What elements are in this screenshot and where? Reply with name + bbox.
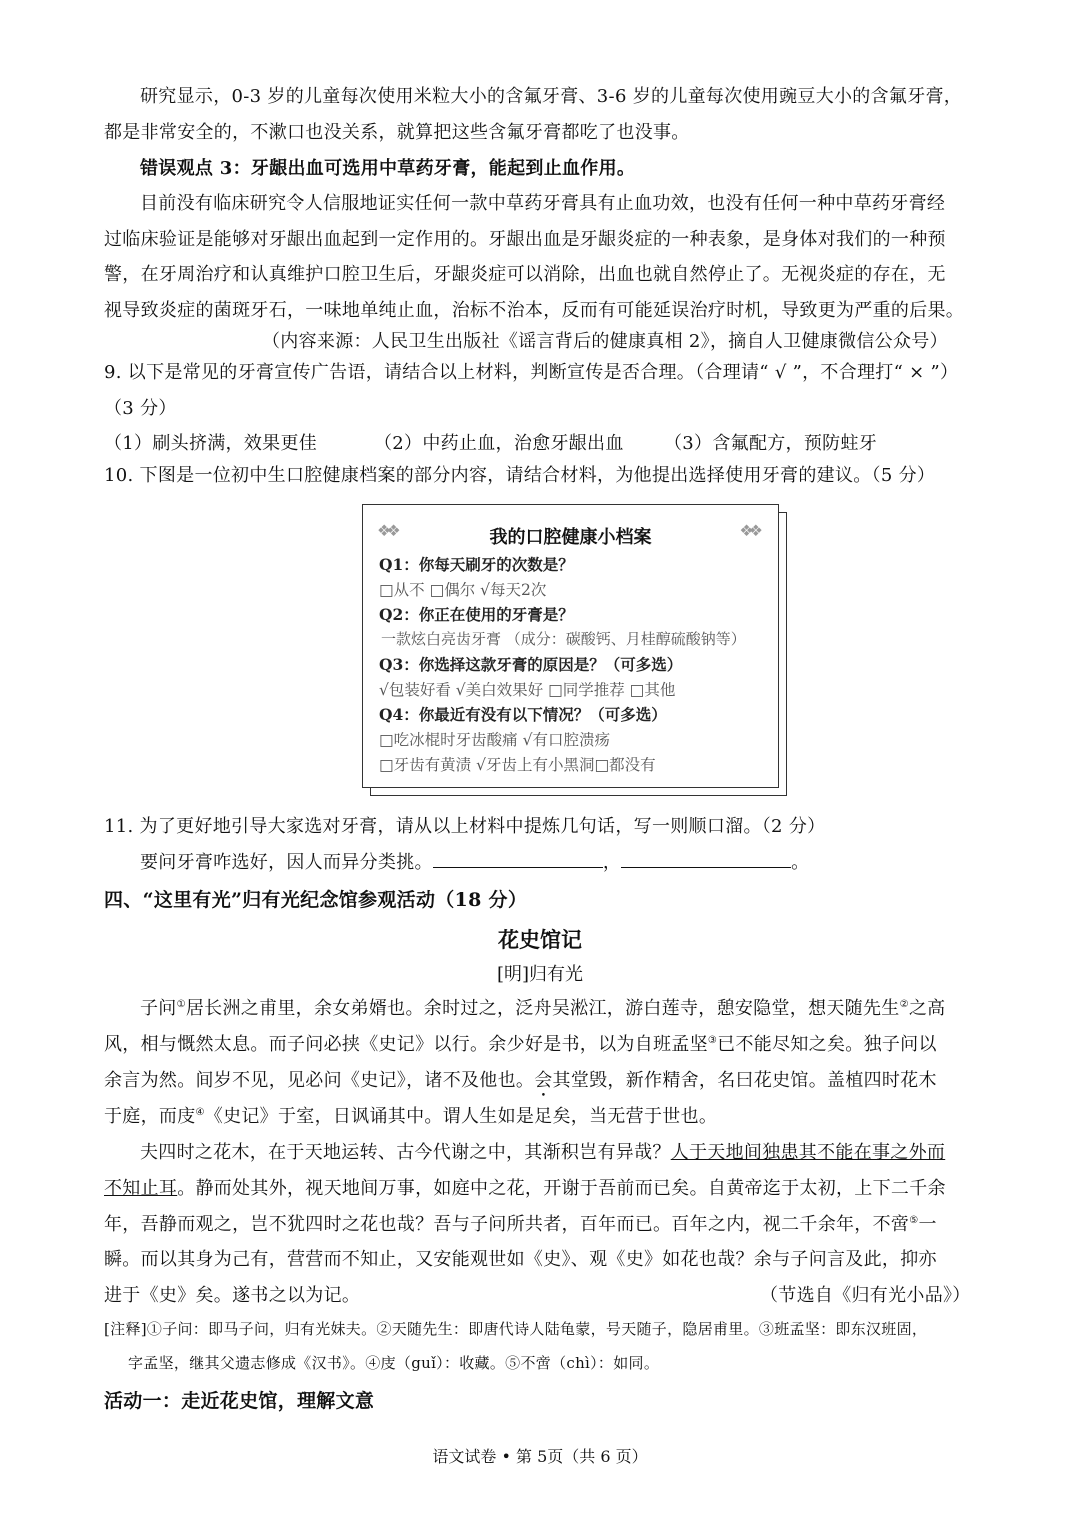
poem-title: 花史馆记 xyxy=(498,927,582,952)
oral-health-record-card xyxy=(362,504,779,788)
classical-text-line: 夫四时之花木，在于天地运转、古今代谢之中，其渐积岂有异哉？人于天地间独患其不能在事之外而 xyxy=(140,1142,946,1163)
card-question: Q3：你选择这款牙膏的原因是？（可多选） xyxy=(379,655,683,674)
poem-author: [明]归有光 xyxy=(496,964,584,985)
card-question: Q1：你每天刷牙的次数是？ xyxy=(379,555,574,574)
classical-text-line: 进于《史》矣。遂书之以为记。 xyxy=(104,1285,361,1306)
classical-text-line: 子问①居长洲之甫里，余女弟婿也。余时过之，泛舟吴淞江，游白莲寺，憩安隐堂，想天随先生②之高 xyxy=(140,998,946,1019)
q9-option-2: （2）中药止血，治愈牙龈出血 xyxy=(374,433,624,454)
card-answer: □牙齿有黄渍 √牙齿上有小黑洞□都没有 xyxy=(379,756,656,774)
paragraph-line: 警，在牙周治疗和认真维护口腔卫生后，牙龈炎症可以消除，出血也就自然停止了。无视炎症的存在，无 xyxy=(104,264,946,285)
question-11: 11. 为了更好地引导大家选对牙膏，请从以上材料中提炼几句话，写一则顺口溜。（2 分） xyxy=(104,816,826,837)
card-answer: 一款炫白亮齿牙膏 （成分：碳酸钙、月桂醇硫酸钠等） xyxy=(381,630,746,648)
classical-text-line: 年，吾静而观之，岂不犹四时之花也哉？吾与子问所共者，百年而已。百年之内，视二千余年，不啻⑤一 xyxy=(104,1214,937,1235)
classical-text-line: 瞬。而以其身为己有，营营而不知止，又安能观世如《史》、观《史》如花也哉？余与子问言及此，抑亦 xyxy=(104,1249,937,1270)
activity-heading: 活动一：走近花史馆，理解文意 xyxy=(104,1390,375,1412)
ornament-icon: ❖❖ xyxy=(739,521,758,540)
card-answer: □从不 □偶尔 √每天2次 xyxy=(379,581,547,599)
section-heading: 四、“这里有光”归有光纪念馆参观活动（18 分） xyxy=(104,889,528,911)
question-9-score: （3 分） xyxy=(104,398,177,419)
question-11-answer-line: 要问牙膏咋选好，因人而异分类挑。 ， 。 xyxy=(140,852,810,873)
answer-blank-2[interactable] xyxy=(621,853,791,868)
footnote-marker: ⑤ xyxy=(909,1215,919,1226)
classical-text-line: 不知止耳。静而处其外，视天地间万事，如庭中之花，开谢于吾前而已矣。自黄帝迄于太初，上下二千余 xyxy=(104,1178,946,1199)
q9-option-1: （1）刷头挤满，效果更佳 xyxy=(104,433,318,454)
classical-text-line: 于庭，而庋④《史记》于室，日讽诵其中。谓人生如是足矣，当无营于世也。 xyxy=(104,1106,718,1127)
annotation-line: [注释]①子问：即马子问，归有光妹夫。②天随先生：即唐代诗人陆龟蒙，号天随子，隐居甫里。③班孟坚：即东汉班固， xyxy=(104,1320,928,1338)
annotation-line: 字孟坚，继其父遗志修成《汉书》。④庋（guǐ）：收藏。⑤不啻（chì）：如同。 xyxy=(128,1354,660,1372)
card-title: 我的口腔健康小档案 xyxy=(489,527,652,548)
paragraph-line: 都是非常安全的，不漱口也没关系，就算把这些含氟牙膏都吃了也没事。 xyxy=(104,122,690,143)
emphasized-char: 会 xyxy=(534,1070,553,1091)
classical-text-line: 风，相与慨然太息。而子问必挟《史记》以行。余少好是书，以为自班孟坚③已不能尽知之矣。独子问以 xyxy=(104,1034,937,1055)
question-10: 10. 下图是一位初中生口腔健康档案的部分内容，请结合材料，为他提出选择使用牙膏的建议。（5 分） xyxy=(104,465,936,486)
source-citation: （内容来源：人民卫生出版社《谣言背后的健康真相 2》，摘自人卫健康微信公众号） xyxy=(262,331,948,352)
footnote-marker: ④ xyxy=(195,1107,205,1118)
underlined-sentence: 人于天地间独患其不能在事之外而 xyxy=(670,1142,946,1163)
q9-option-3: （3）含氟配方，预防蛀牙 xyxy=(664,433,878,454)
paragraph-line: 视导致炎症的菌斑牙石，一味地单纯止血，治标不治本，反而有可能延误治疗时机，导致更为严重的后果。 xyxy=(104,300,965,321)
underlined-sentence: 不知止耳 xyxy=(104,1178,178,1199)
footnote-marker: ① xyxy=(176,999,186,1010)
card-answer: √包装好看 √美白效果好 □同学推荐 □其他 xyxy=(379,681,676,699)
paragraph-line: 目前没有临床研究令人信服地证实任何一款中草药牙膏具有止血功效，也没有任何一种中草药牙膏经 xyxy=(140,193,946,214)
card-question: Q2：你正在使用的牙膏是？ xyxy=(379,605,574,624)
page-footer: 语文试卷 • 第 5页（共 6 页） xyxy=(432,1447,648,1466)
answer-blank-1[interactable] xyxy=(433,853,603,868)
error-viewpoint-heading: 错误观点 3：牙龈出血可选用中草药牙膏，能起到止血作用。 xyxy=(140,158,636,179)
card-question: Q4：你最近有没有以下情况？（可多选） xyxy=(379,705,667,724)
jingle-prefix: 要问牙膏咋选好，因人而异分类挑。 xyxy=(140,852,433,873)
footnote-marker: ② xyxy=(899,999,909,1010)
paragraph-line: 过临床验证是能够对牙龈出血起到一定作用的。牙龈出血是牙龈炎症的一种表象，是身体对我们的一种预 xyxy=(104,229,946,250)
footnote-marker: ③ xyxy=(707,1035,718,1046)
paragraph-line: 研究显示，0-3 岁的儿童每次使用米粒大小的含氟牙膏、3-6 岁的儿童每次使用豌豆大小的含氟牙膏， xyxy=(140,86,963,107)
question-9: 9. 以下是常见的牙膏宣传广告语，请结合以上材料，判断宣传是否合理。（合理请“ √ ”，不合理打“ × ”） xyxy=(104,362,959,383)
ornament-icon: ❖❖ xyxy=(377,521,396,540)
classical-text-line: 余言为然。间岁不见，见必问《史记》，诸不及他也。会其堂毁，新作精舍，名曰花史馆。盖植四时花木 xyxy=(104,1070,937,1091)
text-source: （节选自《归有光小品》） xyxy=(760,1285,971,1306)
card-answer: □吃冰棍时牙齿酸痛 √有口腔溃疡 xyxy=(379,731,610,749)
